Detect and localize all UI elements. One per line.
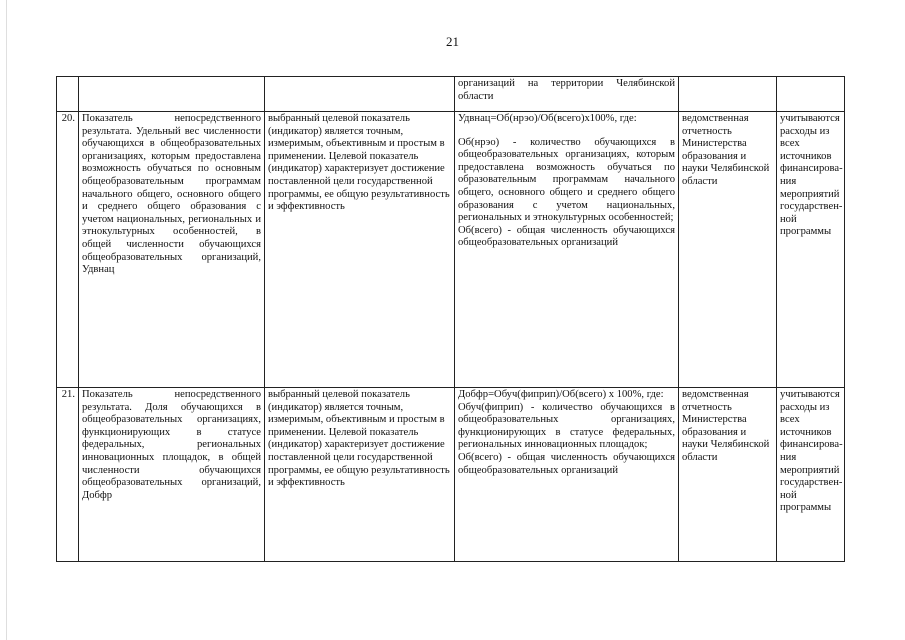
method-description: Об(всего) - общая численность обучающихся общеобразовательных организаций [458, 451, 675, 476]
cell-financing: учитываются расходы из всех источников финансирова- ния мероприятий государствен- ной программы [777, 388, 845, 562]
cell-method [455, 112, 679, 388]
cell-source: ведомственная отчетность Министерства образования и науки Челябинской области [679, 112, 777, 388]
page-number: 21 [446, 34, 459, 49]
cell-financing: учитываются расходы из всех источников финансирова- ния мероприятий государствен- ной программы [777, 112, 845, 388]
cell-name: Показатель непосредственного результата. Доля обучающихся в общеобразовательных организациях, функционирующих в статусе федеральных, региональных инновационных площадок, в общей численности обучающихся общеобразовательных организаций, Добфр [79, 388, 265, 562]
cell-num [57, 77, 79, 112]
cell-num: 20. [57, 112, 79, 388]
cell-method: организаций на территории Челябинской области [455, 77, 679, 112]
indicator-table [56, 76, 845, 562]
table-row [57, 112, 845, 388]
method-description: Об(нрэо) - количество обучающихся в общеобразовательных организациях, которым предоставлена возможность обучаться по образовательным программам начального общего, основного общего и среднего общего образования с учетом национальных, региональных и этнокультурных особенностей; [458, 136, 675, 224]
cell-name: Показатель непосредственного результата. Удельный вес численности обучающихся в общеобразовательных организациях, которым предоставлена возможность обучаться по основным общеобразовательным программам начального общего, основного общего и среднего общего образования с учетом национальных, региональных и этнокультурных особенностей, в общей численности обучающихся общеобразовательных организаций, Удвнац [79, 112, 265, 388]
cell-justification [265, 77, 455, 112]
cell-method [455, 388, 679, 562]
cell-justification: выбранный целевой показатель (индикатор) является точным, измеримым, объективным и простым в применении. Целевой показатель (индикатор) характеризует достижение поставленной цели государственной программы, ее общую результативность и эффективность [265, 112, 455, 388]
cell-name [79, 77, 265, 112]
cell-source [679, 77, 777, 112]
table-row-carryover [57, 77, 845, 112]
scan-edge [6, 0, 7, 640]
table-row [57, 388, 845, 562]
method-formula: Добфр=Обуч(фиприп)/Об(всего) х 100%, где: [458, 389, 664, 400]
cell-financing [777, 77, 845, 112]
method-description: Об(всего) - общая численность обучающихся общеобразовательных организаций [458, 224, 675, 249]
cell-source: ведомственная отчетность Министерства образования и науки Челябинской области [679, 388, 777, 562]
cell-justification: выбранный целевой показатель (индикатор) является точным, измеримым, объективным и простым в применении. Целевой показатель (индикатор) характеризует достижение поставленной цели государственной программы, ее общую результативность и эффективность [265, 388, 455, 562]
method-formula: Удвнац=Об(нрэо)/Об(всего)х100%, где: [458, 113, 637, 124]
cell-num: 21. [57, 388, 79, 562]
method-description: Обуч(фиприп) - количество обучающихся в общеобразовательных организациях, функционирующих в статусе федеральных, региональных инновационных площадок; [458, 401, 675, 451]
